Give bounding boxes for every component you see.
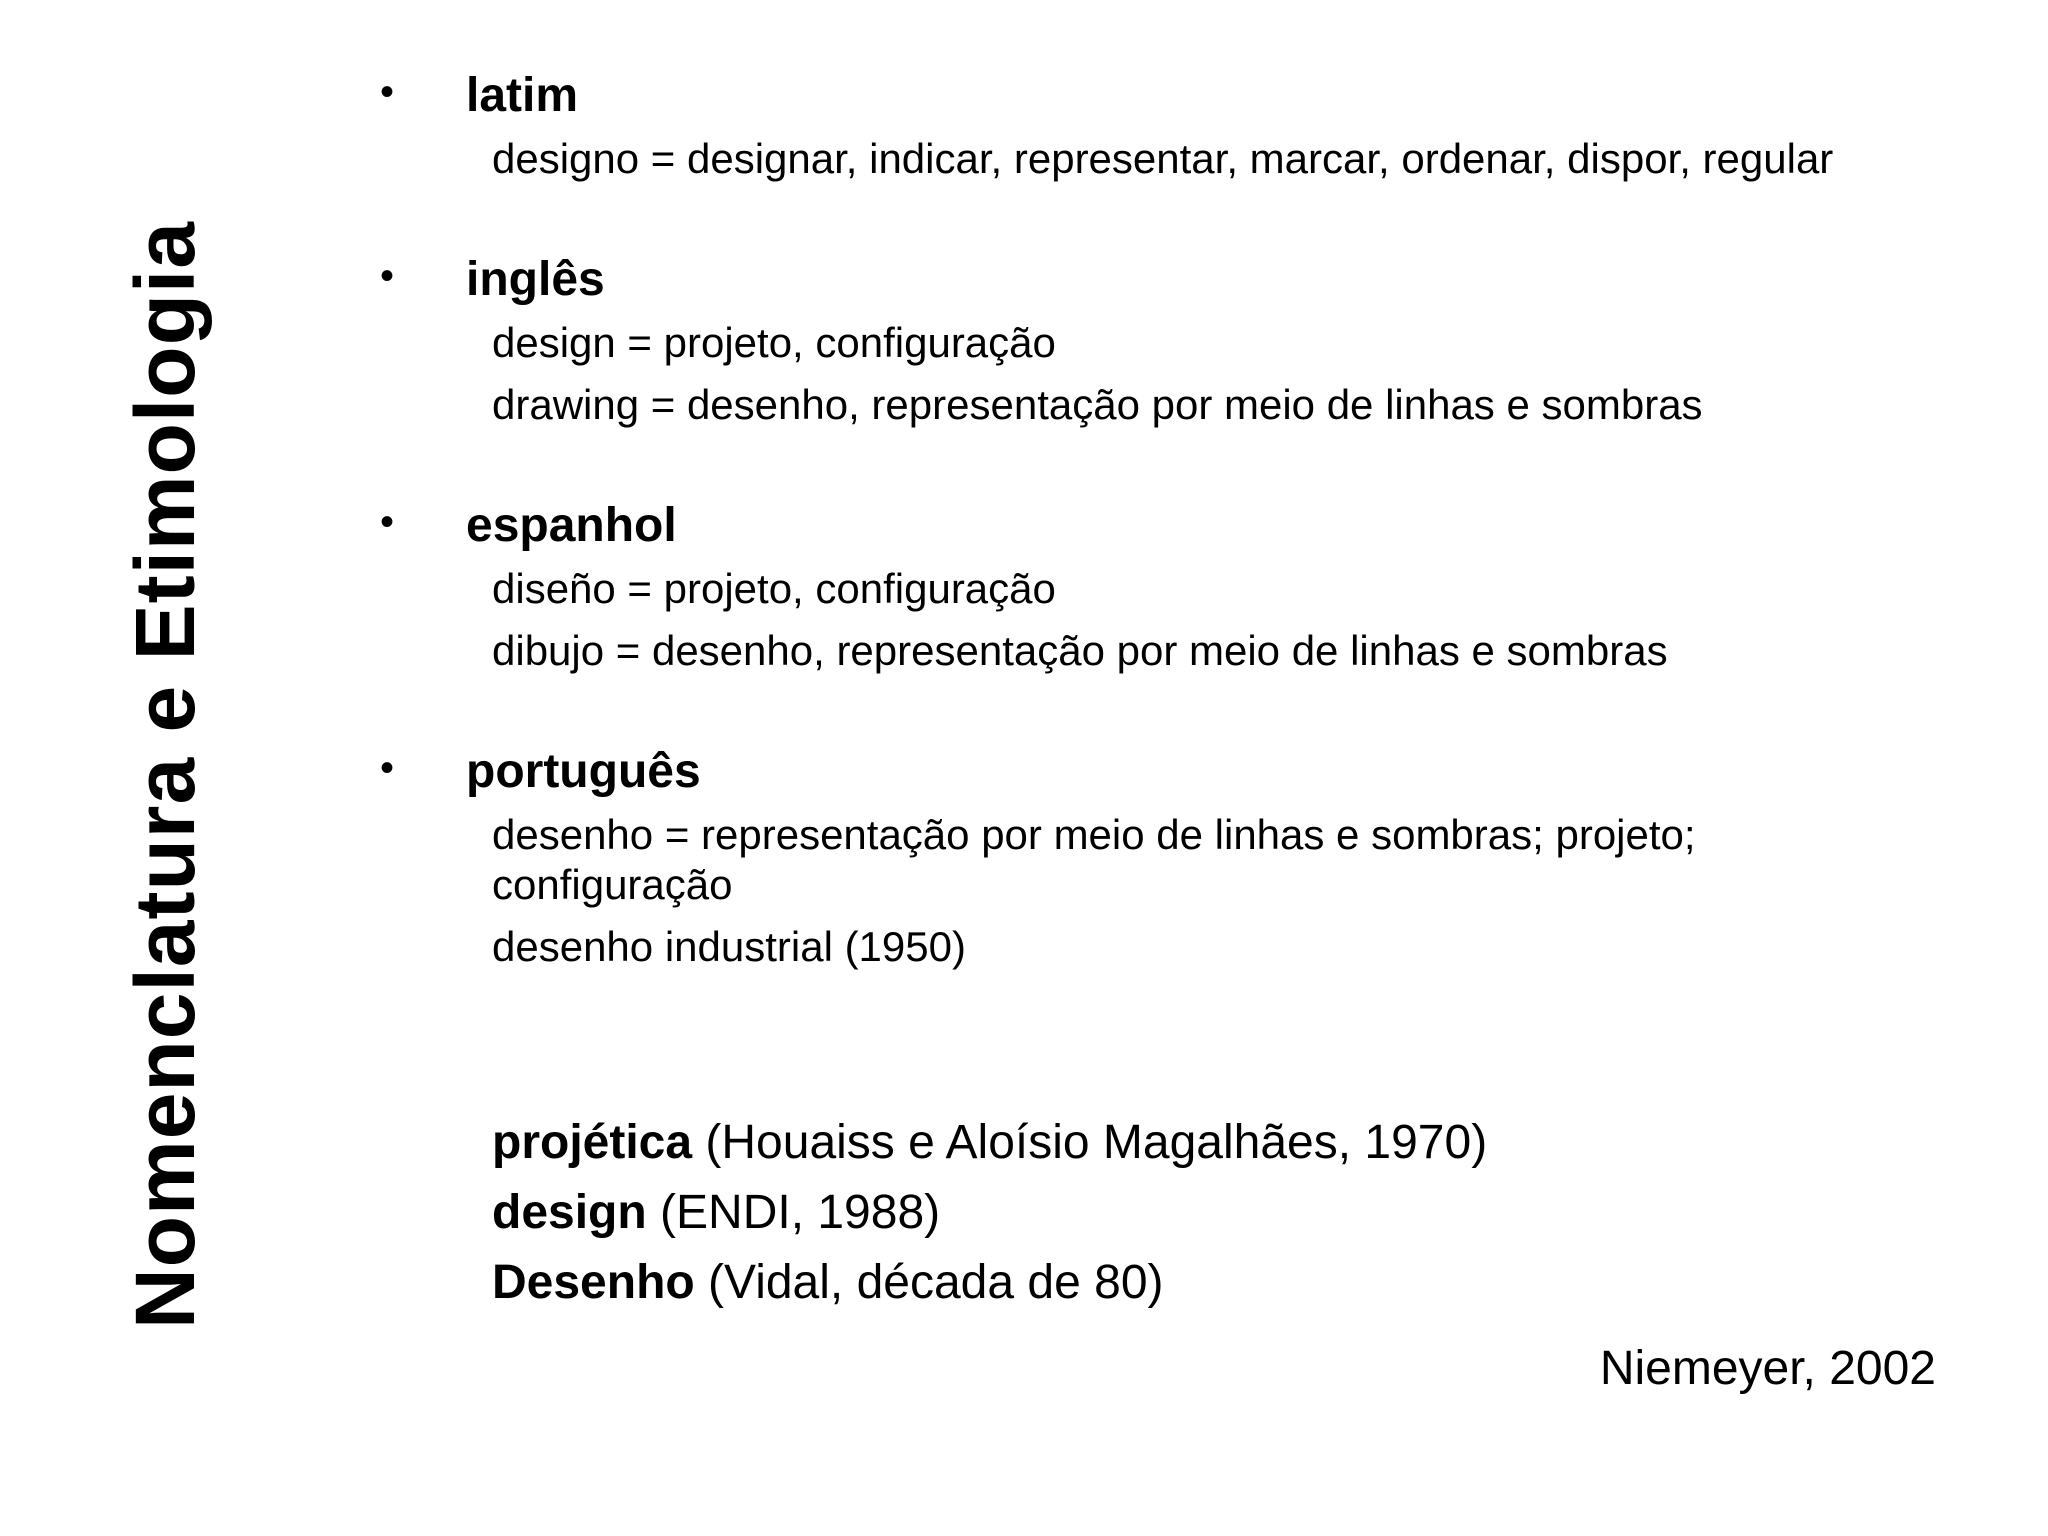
definition-line: design = projeto, configuração <box>492 319 1056 366</box>
section-lines <box>380 134 1940 184</box>
name-note: (ENDI, 1988) <box>646 1186 941 1239</box>
definition-line: drawing = desenho, representação por meio de linhas e sombras <box>492 381 1703 428</box>
bullet-icon: • <box>380 746 395 790</box>
section-label: inglês <box>466 253 605 306</box>
section-head <box>380 488 1940 564</box>
bullet-icon: • <box>380 254 395 298</box>
definition-line: designo = designar, indicar, representar, marcar, ordenar, dispor, regular <box>492 135 1834 182</box>
definition-line: dibujo = desenho, representação por meio de linhas e sombras <box>492 627 1668 674</box>
name-term: Desenho <box>492 1256 695 1309</box>
section-lines <box>380 318 1940 430</box>
section-portugues <box>380 734 1940 972</box>
slide-title: Nomenclatura e Etimologia <box>118 221 212 1329</box>
name-row <box>492 1248 1487 1318</box>
section-lines <box>380 810 1940 972</box>
definition-line: diseño = projeto, configuração <box>492 565 1056 612</box>
bullet-icon: • <box>380 70 395 114</box>
bullet-icon: • <box>380 500 395 544</box>
section-head <box>380 734 1940 810</box>
section-lines <box>380 564 1940 676</box>
section-label: espanhol <box>466 499 677 552</box>
section-label: português <box>466 745 701 798</box>
definition-line: desenho = representação por meio de linhas e sombras; projeto; configuração <box>492 811 1696 908</box>
citation: Niemeyer, 2002 <box>1599 1342 1936 1395</box>
section-ingles <box>380 242 1940 430</box>
section-label: latim <box>466 69 579 122</box>
name-term: projética <box>492 1116 693 1169</box>
name-history-list <box>492 1108 1487 1318</box>
definition-line: desenho industrial (1950) <box>492 923 966 970</box>
name-term: design <box>492 1186 647 1239</box>
name-note: (Vidal, década de 80) <box>694 1256 1164 1309</box>
section-head <box>380 58 1940 134</box>
content-area <box>380 58 1940 1030</box>
name-row <box>492 1108 1487 1178</box>
name-note: (Houaiss e Aloísio Magalhães, 1970) <box>692 1116 1488 1169</box>
section-head <box>380 242 1940 318</box>
name-row <box>492 1178 1487 1248</box>
section-espanhol <box>380 488 1940 676</box>
section-latim <box>380 58 1940 184</box>
